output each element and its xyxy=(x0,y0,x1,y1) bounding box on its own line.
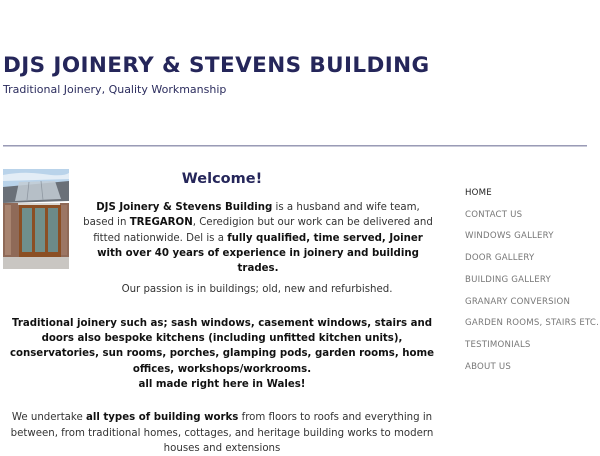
made-in-wales-text: all made right here in Wales! xyxy=(138,378,306,390)
experience-text: fully qualified, time served, Joiner with over 40 years of experience in joinery and building trades. xyxy=(97,232,423,275)
site-tagline: Traditional Joinery, Quality Workmanship xyxy=(3,83,227,96)
nav-item-granary-conversion[interactable]: GRANARY CONVERSION xyxy=(465,296,571,307)
nav-item-contact-us[interactable]: CONTACT US xyxy=(465,209,523,220)
works-bold-text: all types of building works xyxy=(85,412,239,424)
intro-text-2: , Ceredigion but our work can be delivered and fitted nationwide. Del is a xyxy=(93,217,433,244)
passion-paragraph: Our passion is in buildings; old, new and refurbished. xyxy=(121,284,393,296)
nav-item-door-gallery[interactable]: DOOR GALLERY xyxy=(465,253,535,264)
nav-item-windows-gallery[interactable]: WINDOWS GALLERY xyxy=(465,231,554,242)
works-text-1: We undertake xyxy=(11,412,86,424)
building-works-paragraph xyxy=(2,410,442,456)
nav-item-building-gallery[interactable]: BUILDING GALLERY xyxy=(465,274,551,285)
site-title: DJS JOINERY & STEVENS BUILDING xyxy=(3,53,430,78)
nav-item-garden-rooms[interactable]: GARDEN ROOMS, STAIRS ETC. xyxy=(465,318,600,329)
nav-item-home[interactable]: HOME xyxy=(465,188,492,198)
intro-paragraph xyxy=(2,200,442,276)
intro-text-1: is a husband and wife team, based in xyxy=(83,202,420,229)
services-paragraph xyxy=(2,316,442,392)
location-text: TREGARON xyxy=(129,217,193,229)
services-list-text: Traditional joinery such as; sash windows, casement windows, stairs and doors also bespoke kitchens (including unfitted kitchen units), conservatories, sun rooms, porches, glamping pods, garden rooms, home offices, workshops/workrooms. xyxy=(9,317,435,375)
nav-item-testimonials[interactable]: TESTIMONIALS xyxy=(465,339,531,350)
works-text-2: from floors to roofs and everything in between, from traditional homes, cottages, and heritage building works to modern houses and extensions xyxy=(10,412,434,454)
nav-item-about-us[interactable]: ABOUT US xyxy=(465,361,512,372)
welcome-heading: Welcome! xyxy=(181,171,263,187)
main-content xyxy=(2,168,442,456)
header-divider xyxy=(3,145,587,147)
company-name-text: DJS Joinery & Stevens Building xyxy=(96,202,273,213)
side-navigation xyxy=(465,183,599,378)
